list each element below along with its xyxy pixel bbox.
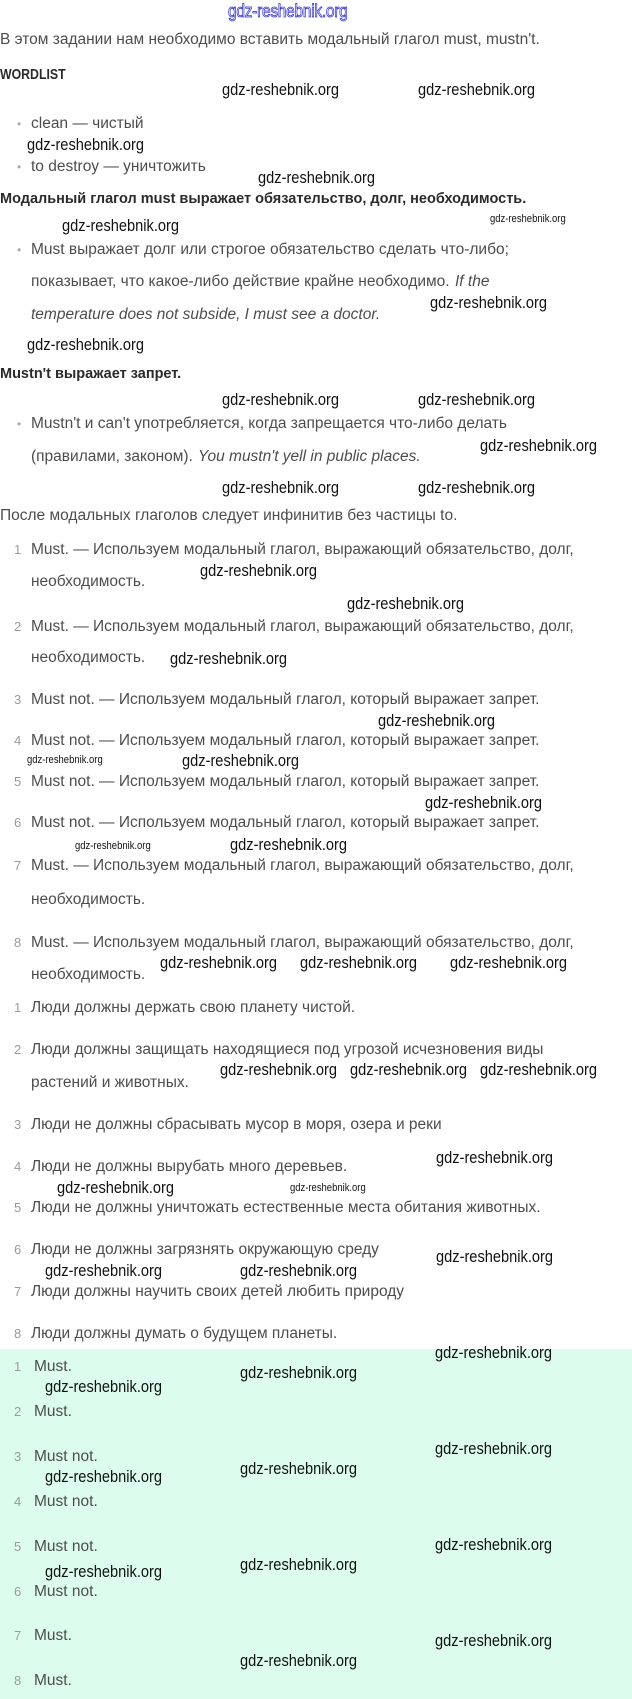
- site-watermark: gdz-reshebnik.org: [200, 561, 318, 580]
- item-number: 4: [14, 733, 22, 748]
- site-watermark: gdz-reshebnik.org: [182, 751, 300, 770]
- answer-text: Must.: [34, 1672, 72, 1689]
- site-watermark: gdz-reshebnik.org: [45, 1562, 163, 1581]
- answer-text: Must.: [34, 1403, 72, 1420]
- explanation-line: Must. — Используем модальный глагол, выражающий обязательство, долг,: [31, 934, 574, 951]
- wordlist-heading: WORDLIST: [0, 66, 66, 83]
- answer-text: Must not.: [34, 1493, 98, 1510]
- translation-line: Люди не должны уничтожать естественные места обитания животных.: [31, 1199, 541, 1216]
- site-watermark: gdz-reshebnik.org: [27, 335, 145, 354]
- site-watermark: gdz-reshebnik.org: [436, 1148, 554, 1167]
- site-watermark: gdz-reshebnik.org: [418, 478, 536, 497]
- item-number: 7: [14, 858, 22, 873]
- answer-text: Must.: [34, 1627, 72, 1644]
- site-watermark: gdz-reshebnik.org: [300, 953, 418, 972]
- answer-number: 2: [14, 1404, 22, 1419]
- site-watermark: gdz-reshebnik.org: [62, 216, 180, 235]
- site-watermark: gdz-reshebnik.org: [435, 1439, 553, 1458]
- bullet-icon: •: [17, 417, 22, 431]
- answer-number: 6: [14, 1584, 22, 1599]
- site-watermark: gdz-reshebnik.org: [350, 1060, 468, 1079]
- site-watermark: gdz-reshebnik.org: [240, 1363, 358, 1382]
- wordlist-item: clean — чистый: [31, 115, 144, 132]
- item-number: 3: [14, 692, 22, 707]
- item-number: 2: [14, 1042, 22, 1057]
- item-number: 2: [14, 619, 22, 634]
- site-watermark: gdz-reshebnik.org: [378, 711, 496, 730]
- explanation-line: Must. — Используем модальный глагол, выражающий обязательство, долг,: [31, 857, 574, 874]
- translation-line: Люди должны защищать находящиеся под угрозой исчезновения виды: [31, 1041, 544, 1058]
- mustnt-rule-text: (правилами, законом).: [31, 448, 193, 465]
- answer-number: 1: [14, 1359, 22, 1374]
- item-number: 3: [14, 1117, 22, 1132]
- answer-number: 8: [14, 1673, 22, 1688]
- translation-line: Люди не должны вырубать много деревьев.: [31, 1158, 348, 1175]
- site-watermark: gdz-reshebnik.org: [220, 1060, 338, 1079]
- answer-number: 5: [14, 1539, 22, 1554]
- site-watermark: gdz-reshebnik.org: [45, 1261, 163, 1280]
- site-watermark: gdz-reshebnik.org: [425, 793, 543, 812]
- site-watermark: gdz-reshebnik.org: [160, 953, 278, 972]
- site-watermark: gdz-reshebnik.org: [435, 1631, 553, 1650]
- must-rule-text: Must выражает долг или строгое обязательство сделать что-либо;: [31, 241, 509, 258]
- site-watermark: gdz-reshebnik.org: [45, 1377, 163, 1396]
- site-watermark: gdz-reshebnik.org: [347, 594, 465, 613]
- explanation-line: Must not. — Используем модальный глагол, который выражает запрет.: [31, 814, 540, 831]
- site-watermark: gdz-reshebnik.org: [430, 293, 548, 312]
- site-watermark: gdz-reshebnik.org: [418, 390, 536, 409]
- must-example: temperature does not subside, I must see a doctor.: [31, 306, 381, 323]
- intro-text: В этом задании нам необходимо вставить модальный глагол must, mustn't.: [0, 31, 540, 48]
- site-watermark: gdz-reshebnik.org: [222, 390, 340, 409]
- bullet-icon: •: [17, 117, 22, 131]
- explanation-line: необходимость.: [31, 573, 146, 590]
- site-watermark: gdz-reshebnik.org: [258, 168, 376, 187]
- site-watermark: gdz-reshebnik.org: [490, 213, 566, 225]
- site-watermark: gdz-reshebnik.org: [480, 1060, 598, 1079]
- site-watermark: gdz-reshebnik.org: [240, 1261, 358, 1280]
- infinitive-note: После модальных глаголов следует инфинитив без частицы to.: [0, 507, 458, 524]
- translation-line: Люди должны держать свою планету чистой.: [31, 999, 356, 1016]
- mustnt-heading: Mustn't выражает запрет.: [0, 366, 182, 382]
- bullet-icon: •: [17, 243, 22, 257]
- bullet-icon: •: [17, 160, 22, 174]
- site-watermark: gdz-reshebnik.org: [436, 1247, 554, 1266]
- site-watermark: gdz-reshebnik.org: [75, 840, 151, 852]
- explanation-line: Must not. — Используем модальный глагол, который выражает запрет.: [31, 732, 540, 749]
- must-example: If the: [455, 273, 490, 290]
- translation-line: Люди должны думать о будущем планеты.: [31, 1325, 338, 1342]
- item-number: 6: [14, 1242, 22, 1257]
- item-number: 1: [14, 1000, 22, 1015]
- explanation-line: Must not. — Используем модальный глагол, который выражает запрет.: [31, 773, 540, 790]
- site-watermark: gdz-reshebnik.org: [170, 649, 288, 668]
- item-number: 4: [14, 1159, 22, 1174]
- translation-line: Люди не должны сбрасывать мусор в моря, озера и реки: [31, 1116, 442, 1133]
- must-rule-text: показывает, что какое-либо действие крайне необходимо.: [31, 273, 450, 290]
- site-watermark: gdz-reshebnik.org: [240, 1651, 358, 1670]
- item-number: 8: [14, 935, 22, 950]
- translation-line: растений и животных.: [31, 1074, 189, 1091]
- answer-text: Must not.: [34, 1448, 98, 1465]
- site-watermark: gdz-reshebnik.org: [230, 835, 348, 854]
- site-watermark: gdz-reshebnik.org: [450, 953, 568, 972]
- explanation-line: необходимость.: [31, 891, 146, 908]
- site-watermark: gdz-reshebnik.org: [57, 1178, 175, 1197]
- answer-text: Must not.: [34, 1538, 98, 1555]
- site-watermark: gdz-reshebnik.org: [228, 1, 348, 21]
- answer-number: 4: [14, 1494, 22, 1509]
- site-watermark: gdz-reshebnik.org: [240, 1555, 358, 1574]
- item-number: 6: [14, 815, 22, 830]
- site-watermark: gdz-reshebnik.org: [240, 1459, 358, 1478]
- item-number: 8: [14, 1326, 22, 1341]
- wordlist-item: to destroy — уничтожить: [31, 158, 206, 175]
- site-watermark: gdz-reshebnik.org: [222, 478, 340, 497]
- item-number: 5: [14, 1200, 22, 1215]
- answer-text: Must.: [34, 1358, 72, 1375]
- must-heading: Модальный глагол must выражает обязательство, долг, необходимость.: [0, 191, 527, 207]
- translation-line: Люди не должны загрязнять окружающую среду: [31, 1241, 379, 1258]
- mustnt-example: You mustn't yell in public places.: [198, 448, 421, 465]
- site-watermark: gdz-reshebnik.org: [435, 1343, 553, 1362]
- site-watermark: gdz-reshebnik.org: [222, 80, 340, 99]
- site-watermark: gdz-reshebnik.org: [27, 135, 145, 154]
- item-number: 7: [14, 1284, 22, 1299]
- explanation-line: Must. — Используем модальный глагол, выражающий обязательство, долг,: [31, 541, 574, 558]
- explanation-line: Must. — Используем модальный глагол, выражающий обязательство, долг,: [31, 618, 574, 635]
- explanation-line: Must not. — Используем модальный глагол, который выражает запрет.: [31, 691, 540, 708]
- site-watermark: gdz-reshebnik.org: [435, 1535, 553, 1554]
- answer-text: Must not.: [34, 1583, 98, 1600]
- explanation-line: необходимость.: [31, 966, 146, 983]
- site-watermark: gdz-reshebnik.org: [480, 436, 598, 455]
- item-number: 1: [14, 542, 22, 557]
- translation-line: Люди должны научить своих детей любить природу: [31, 1283, 405, 1300]
- answer-number: 7: [14, 1628, 22, 1643]
- site-watermark: gdz-reshebnik.org: [290, 1182, 366, 1194]
- site-watermark: gdz-reshebnik.org: [45, 1467, 163, 1486]
- explanation-line: необходимость.: [31, 649, 146, 666]
- site-watermark: gdz-reshebnik.org: [27, 754, 103, 766]
- site-watermark: gdz-reshebnik.org: [418, 80, 536, 99]
- mustnt-rule-text: Mustn't и can't употребляется, когда запрещается что-либо делать: [31, 415, 507, 432]
- item-number: 5: [14, 774, 22, 789]
- answer-number: 3: [14, 1449, 22, 1464]
